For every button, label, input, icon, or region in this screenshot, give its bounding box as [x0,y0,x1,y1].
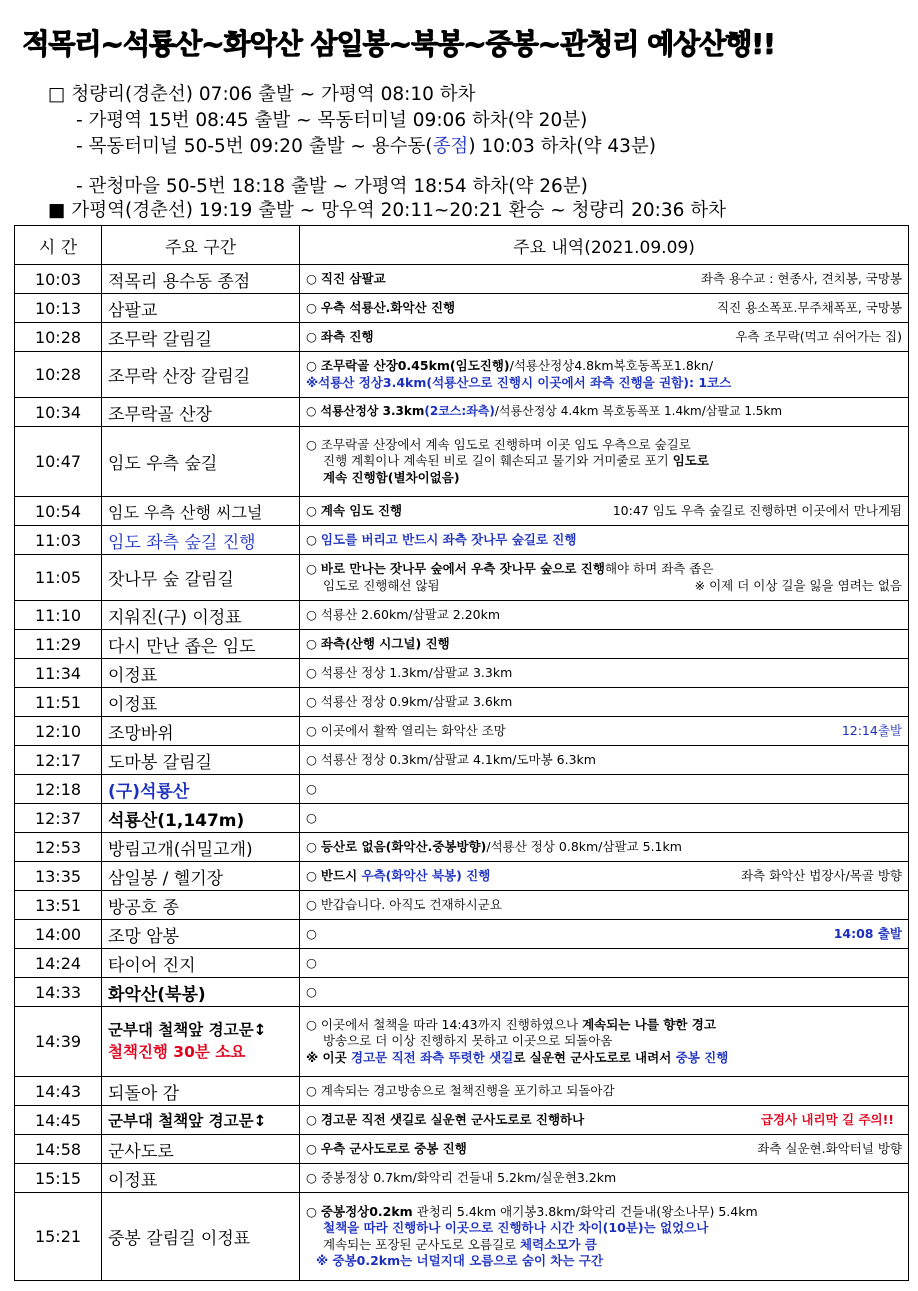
table-row [15,949,909,978]
detail-main-rest: 해야 하며 좌측 좁은 [604,561,714,577]
row-details [300,949,909,978]
row-time: 10:28 [15,352,102,398]
row-details [300,294,909,323]
row-details [300,891,909,920]
bullet: ○ [306,896,317,912]
row-section [102,1007,300,1077]
table-row [15,688,909,717]
table-row [15,1164,909,1193]
table-row [15,775,909,804]
row-details [300,804,909,833]
row-time: 12:18 [15,775,102,804]
detail-right: 12:14출발 [841,722,902,738]
row-section: 조무락 갈림길 [102,323,300,352]
detail-rest: /석룡산정상 4.4km 복호동폭포 1.4km/삼팔교 1.5km [494,404,783,419]
table-row [15,746,909,775]
row-details [300,526,909,555]
detail-right: 좌측 화악산 법장사/목골 방향 [740,867,902,883]
transport-line-3 [76,132,656,158]
row-section: 타이어 진지 [102,949,300,978]
table-row [15,497,909,526]
detail-rest: 관청리 5.4km 애기봉3.8km/화악리 건들내(왕소나무) 5.4km [412,1204,758,1219]
row-details [300,497,909,526]
row-time: 11:03 [15,526,102,555]
detail-main: 임도를 버리고 반드시 좌측 잣나무 숲길로 진행 [320,531,577,547]
row-section: 조무락골 산장 [102,398,300,427]
row-time: 13:51 [15,891,102,920]
table-row [15,427,909,497]
terminal-stop-label: 종점 [432,136,469,157]
row-section: 군부대 철책앞 경고문↕ [102,1106,300,1135]
row-time: 14:00 [15,920,102,949]
row-time: 14:45 [15,1106,102,1135]
schedule-table [14,225,909,1281]
row-details [300,1164,909,1193]
row-time: 10:13 [15,294,102,323]
table-row [15,833,909,862]
row-time: 14:24 [15,949,102,978]
detail-main: 직진 삼팔교 [320,270,386,286]
detail-main: 중봉정상 0.7km/화악리 건들내 5.2km/실운현3.2km [320,1169,617,1185]
row-section-line-2: 철책진행 30분 소요 [108,1042,246,1061]
row-time: 14:33 [15,978,102,1007]
detail-main: 좌측 진행 [320,328,374,344]
transport-line-3b: ) 10:03 하차(약 43분) [468,136,656,157]
row-time: 10:28 [15,323,102,352]
row-details [300,775,909,804]
detail-main: 경고문 직전 샛길로 실운현 군사도로로 진행하나 [320,1111,585,1127]
bullet: ○ [306,635,317,651]
row-time: 14:39 [15,1007,102,1077]
row-time: 12:10 [15,717,102,746]
row-details [300,920,909,949]
row-section: 방림고개(쉬밀고개) [102,833,300,862]
row-section: 잣나무 숲 갈림길 [102,555,300,601]
bullet: ○ [306,954,317,970]
bullet: ○ [306,925,317,941]
header-section: 주요 구간 [102,226,300,265]
row-section: 삼일봉 / 헬기장 [102,862,300,891]
row-section: 삼팔교 [102,294,300,323]
row-details [300,555,909,601]
detail-rest: /석룡산 정상 0.8km/삼팔교 5.1km [486,838,682,854]
row-section: 이정표 [102,688,300,717]
detail-main: 등산로 없음(화악산.중봉방향) [320,838,487,854]
detail-line-3: 계속 진행함(별차이없음) [323,469,460,485]
detail-main: 계속 임도 진행 [320,502,403,518]
row-section: 방공호 종 [102,891,300,920]
table-row [15,1106,909,1135]
bullet: ○ [306,328,317,344]
detail-line-3c: 로 실운현 군사도로로 내려서 [513,1049,676,1065]
row-details [300,1135,909,1164]
transport-line-3a: - 목동터미널 50-5번 09:20 출발 ~ 용수동( [76,136,433,157]
row-time: 14:43 [15,1077,102,1106]
bullet: ○ [306,693,317,709]
row-section: 임도 우측 숲길 [102,427,300,497]
row-time: 10:03 [15,265,102,294]
row-section: 지워진(구) 이정표 [102,601,300,630]
row-time: 15:21 [15,1193,102,1281]
bullet: ○ [306,1204,317,1219]
bullet: ○ [306,1017,317,1033]
transport-line-4: - 관청마을 50-5번 18:18 출발 ~ 가평역 18:54 하차(약 26분) [76,176,588,197]
row-section: 임도 우측 산행 씨그널 [102,497,300,526]
detail-right: 좌측 용수교 : 현종사, 견치봉, 국망봉 [700,270,902,286]
row-section: 중봉 갈림길 이정표 [102,1193,300,1281]
row-details [300,717,909,746]
bullet: ○ [306,404,317,419]
detail-line-3a: ※ 이곳 [306,1049,352,1065]
bullet: ○ [306,502,317,518]
detail-main: 우측 석룡산.화악산 진행 [320,299,456,315]
detail-right: 좌측 실운현.화악터널 방향 [757,1140,902,1156]
row-time: 13:35 [15,862,102,891]
detail-right: 우측 조무락(먹고 쉬어가는 집) [735,328,902,344]
row-section: 되돌아 감 [102,1077,300,1106]
row-time: 12:53 [15,833,102,862]
transport-line-2: - 가평역 15번 08:45 출발 ~ 목동터미널 09:06 하차(약 20분) [76,110,588,131]
bullet: ○ [306,561,317,577]
detail-line-1: 조무락골 산장에서 계속 임도로 진행하며 이곳 임도 우측으로 숲길로 [320,437,691,453]
transport-line-1: □ 청량리(경춘선) 07:06 출발 ~ 가평역 08:10 하차 [48,84,476,105]
detail-main: 석룡산정상 3.3km [320,404,425,419]
row-section: 임도 좌측 숲길 진행 [102,526,300,555]
table-row [15,601,909,630]
row-section: 적목리 용수동 종점 [102,265,300,294]
detail-right: 10:47 임도 우측 숲길로 진행하면 이곳에서 만나게됨 [612,502,902,518]
table-row [15,555,909,601]
row-details [300,398,909,427]
detail-right: 14:08 출발 [833,925,902,941]
detail-right: 직진 용소폭포.무주채폭포, 국망봉 [717,299,902,315]
row-section: 조망 암봉 [102,920,300,949]
row-section: 이정표 [102,659,300,688]
table-row [15,1007,909,1077]
row-details [300,630,909,659]
row-section: 화악산(북봉) [102,978,300,1007]
detail-main: 좌측(산행 시그널) 진행 [320,635,450,651]
bullet: ○ [306,983,317,999]
bullet: ○ [306,722,317,738]
detail-line-3a: 계속되는 포장된 군사도로 오름길로 [323,1236,521,1252]
table-row [15,1135,909,1164]
row-time: 12:37 [15,804,102,833]
table-row [15,265,909,294]
table-row [15,352,909,398]
detail-line-1: 이곳에서 철책을 따라 14:43까지 진행하였으나 [320,1017,583,1033]
detail-line-1-bold: 계속되는 나를 향한 경고 [582,1017,716,1033]
detail-main-rest: /석룡산정상4.8km복호동폭포1.8kn/ [509,358,714,374]
bullet: ○ [306,606,317,622]
table-row [15,526,909,555]
row-details [300,862,909,891]
row-section: (구)석룡산 [102,775,300,804]
bullet: ○ [306,1140,317,1156]
detail-main: 석룡산 정상 0.9km/삼팔교 3.6km [320,693,513,709]
detail-warning: 급경사 내리막 길 주의!! [760,1111,894,1127]
table-row [15,717,909,746]
row-time: 15:15 [15,1164,102,1193]
row-details [300,688,909,717]
bullet: ○ [306,358,317,374]
bullet: ○ [306,867,317,883]
row-time: 10:34 [15,398,102,427]
row-details [300,323,909,352]
header-details: 주요 내역(2021.09.09) [300,226,909,265]
row-details [300,1106,909,1135]
detail-main: 바로 만나는 잣나무 숲에서 우측 잣나무 숲으로 진행 [320,561,605,577]
row-details [300,1193,909,1281]
detail-line-3d: 중봉 진행 [675,1049,729,1065]
detail-line-3b: 경고문 직전 좌측 뚜렷한 샛길 [351,1049,514,1065]
table-row [15,1077,909,1106]
detail-main: 이곳에서 활짝 열리는 화악산 조망 [320,722,506,738]
table-row [15,630,909,659]
table-row [15,862,909,891]
row-time: 11:05 [15,555,102,601]
row-section: 석룡산(1,147m) [102,804,300,833]
detail-line-2: 임도로 진행해선 않됨 [323,577,440,593]
detail-line-3b: 체력소모가 큼 [520,1236,597,1252]
detail-main: 석룡산 정상 1.3km/삼팔교 3.3km [320,664,513,680]
detail-line-2-bold: 임도로 [672,453,709,469]
row-time: 11:29 [15,630,102,659]
table-row [15,891,909,920]
page-title: 적목리~석룡산~화악산 삼일봉~북봉~중봉~관청리 예상산행!! [22,27,775,60]
detail-note: ※석룡산 정상3.4km(석룡산으로 진행시 이곳에서 좌측 진행을 권함): 1코스 [306,374,732,390]
row-details [300,352,909,398]
table-row [15,294,909,323]
row-section-line-1: 군부대 철책앞 경고문↕ [108,1020,267,1039]
row-time: 10:47 [15,427,102,497]
bullet: ○ [306,437,317,453]
detail-main: 계속되는 경고방송으로 철책진행을 포기하고 되돌아감 [320,1082,615,1098]
bullet: ○ [306,270,317,286]
detail-direction: 우측(화악산 북봉) 진행 [361,867,491,883]
table-row [15,804,909,833]
row-details [300,1007,909,1077]
detail-main: 조무락골 산장0.45km(임도진행) [320,358,510,374]
detail-main: 석룡산 정상 0.3km/삼팔교 4.1km/도마봉 6.3km [320,751,596,767]
detail-line-2: 진행 계획이나 계속된 비로 길이 훼손되고 물기와 거미줄로 포기 [323,453,673,469]
table-header-row [15,226,909,265]
detail-main: 반갑습니다. 아직도 건재하시군요 [320,896,502,912]
row-details [300,833,909,862]
row-section: 이정표 [102,1164,300,1193]
row-details [300,265,909,294]
transport-line-5: ■ 가평역(경춘선) 19:19 출발 ~ 망우역 20:11~20:21 환승 ~ 청량리 20:36 하차 [48,200,727,221]
row-section: 도마봉 갈림길 [102,746,300,775]
detail-main: 중봉정상0.2km [320,1204,413,1219]
detail-course: (2코스:좌측) [424,404,495,419]
row-time: 14:58 [15,1135,102,1164]
bullet: ○ [306,299,317,315]
bullet: ○ [306,809,317,825]
row-details [300,427,909,497]
detail-main: 석룡산 2.60km/삼팔교 2.20km [320,606,501,622]
row-time: 11:10 [15,601,102,630]
table-row [15,398,909,427]
row-section: 군사도로 [102,1135,300,1164]
row-time: 10:54 [15,497,102,526]
table-row [15,1193,909,1281]
detail-right: ※ 이제 더 이상 길을 잃을 염려는 없음 [694,577,902,593]
table-row [15,659,909,688]
header-time: 시 간 [15,226,102,265]
bullet: ○ [306,664,317,680]
bullet: ○ [306,838,317,854]
bullet: ○ [306,531,317,547]
bullet: ○ [306,780,317,796]
detail-main: 반드시 [320,867,362,883]
row-time: 12:17 [15,746,102,775]
bullet: ○ [306,1082,317,1098]
row-details [300,601,909,630]
row-section: 다시 만난 좁은 임도 [102,630,300,659]
bullet: ○ [306,751,317,767]
detail-line-2: 철책을 따라 진행하나 이곳으로 진행하나 시간 차이(10분)는 없었으나 [323,1220,709,1236]
row-details [300,659,909,688]
row-time: 11:51 [15,688,102,717]
table-row [15,323,909,352]
detail-main: 우측 군사도로로 중봉 진행 [320,1140,467,1156]
row-section: 조무락 산장 갈림길 [102,352,300,398]
row-details [300,978,909,1007]
row-details [300,746,909,775]
row-details [300,1077,909,1106]
table-row [15,920,909,949]
row-time: 11:34 [15,659,102,688]
row-section: 조망바위 [102,717,300,746]
bullet: ○ [306,1169,317,1185]
detail-line-4: ※ 중봉0.2km는 너덜지대 오름으로 숨이 차는 구간 [316,1252,604,1268]
bullet: ○ [306,1111,317,1127]
table-row [15,978,909,1007]
detail-line-2: 방송으로 더 이상 진행하지 못하고 이곳으로 되돌아옴 [323,1033,613,1049]
